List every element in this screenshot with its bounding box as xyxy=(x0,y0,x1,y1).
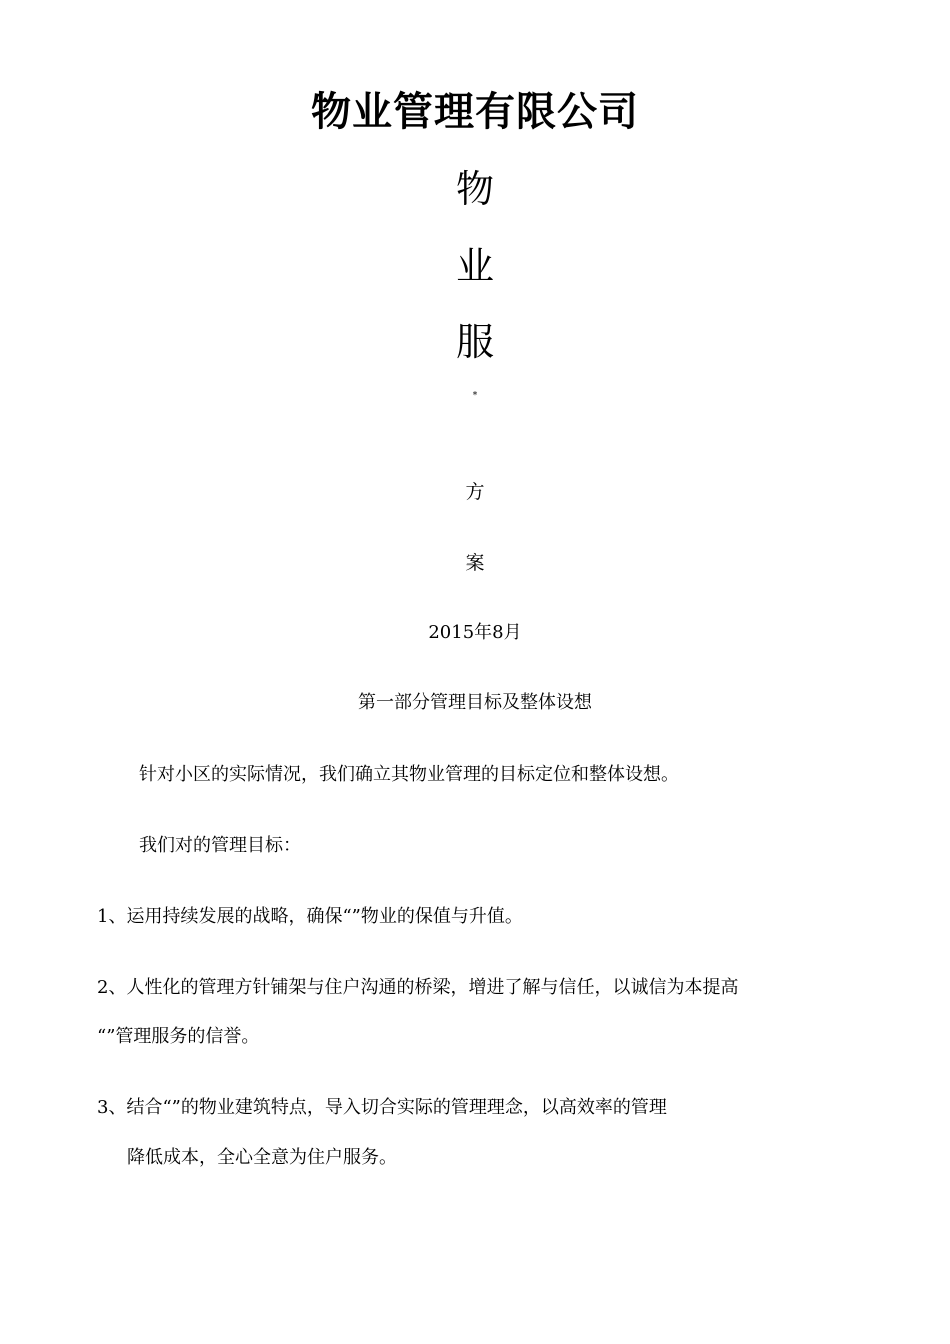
goal-item-2-continued: “”管理服务的信誉。 xyxy=(97,1026,260,1047)
goal-item-3: 3、结合“”的物业建筑特点，导入切合实际的管理理念，以高效率的管理 xyxy=(97,1097,667,1118)
subtitle-char-1: 方 xyxy=(465,481,485,503)
goal-item-1: 1、运用持续发展的战略，确保“”物业的保值与升值。 xyxy=(97,906,523,927)
company-name: 物业管理有限公司 xyxy=(311,89,639,135)
title-char-3: 服 xyxy=(455,320,494,364)
intro-paragraph: 针对小区的实际情况，我们确立其物业管理的目标定位和整体设想。 xyxy=(139,764,679,785)
goal-item-2: 2、人性化的管理方针铺架与住户沟通的桥梁，增进了解与信任，以诚信为本提高 xyxy=(97,977,739,998)
goal-item-3-continued: 降低成本，全心全意为住户服务。 xyxy=(127,1147,397,1168)
goals-label: 我们对的管理目标： xyxy=(139,835,301,856)
title-char-1: 物 xyxy=(455,167,494,211)
document-date: 2015年8月 xyxy=(428,622,522,643)
section-heading: 第一部分管理目标及整体设想 xyxy=(358,692,592,713)
asterisk-mark: * xyxy=(472,391,478,401)
title-char-2: 业 xyxy=(455,244,494,288)
subtitle-char-2: 案 xyxy=(465,552,485,574)
